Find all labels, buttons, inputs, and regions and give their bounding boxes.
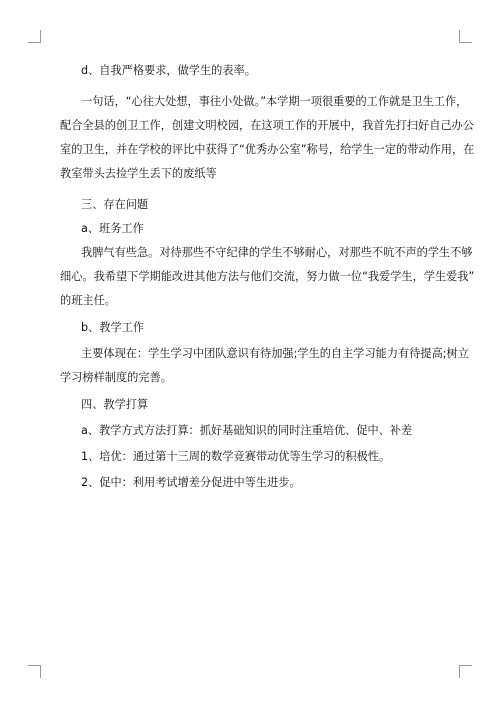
plan-item-a: a、教学方式方法打算：抓好基础知识的同时注重培优、促中、补差 [81,424,413,437]
paragraph-temper-line-3: 的班主任。 [60,294,116,307]
subheading-teaching-work: b、教学工作 [81,321,145,334]
paragraph-temper-line-2: 细心。我希望下学期能改进其他方法与他们交流，努力做一位“我爱学生，学生爱我” [60,270,475,283]
subheading-class-affairs: a、班务工作 [81,222,144,235]
paragraph-hygiene-line-1: 一句话，“心往大处想，事往小处做。”本学期一项很重要的工作就是卫生工作， [81,95,468,108]
section-heading-teaching-plan: 四、教学打算 [81,398,149,411]
crop-mark-bottom-left [28,665,41,678]
crop-mark-top-right [459,30,472,43]
crop-mark-top-left [28,30,41,43]
paragraph-hygiene-line-4: 教室带头去捡学生丢下的废纸等 [60,167,217,180]
item-d-self-discipline: d、自我严格要求，做学生的表率。 [81,64,256,77]
plan-item-1: 1、培优：通过第十三周的数学竞赛带动优等生学习的积极性。 [81,450,391,463]
paragraph-hygiene-line-2: 配合全县的创卫工作，创建文明校园，在这项工作的开展中，我首先打扫好自己办公 [60,119,474,132]
paragraph-temper-line-1: 我脾气有些急。对待那些不守纪律的学生不够耐心，对那些不吭不声的学生不够 [81,246,473,259]
paragraph-issues-line-1: 主要体现在：学生学习中团队意识有待加强;学生的自主学习能力有待提高;树立 [81,347,469,360]
paragraph-hygiene-line-3: 室的卫生，并在学校的评比中获得了“优秀办公室”称号，给学生一定的带动作用，在 [60,143,475,156]
plan-item-2: 2、促中：利用考试增差分促进中等生进步。 [81,476,301,489]
paragraph-issues-line-2: 学习榜样制度的完善。 [60,371,172,384]
crop-mark-bottom-right [459,665,472,678]
section-heading-problems: 三、存在问题 [81,198,149,211]
